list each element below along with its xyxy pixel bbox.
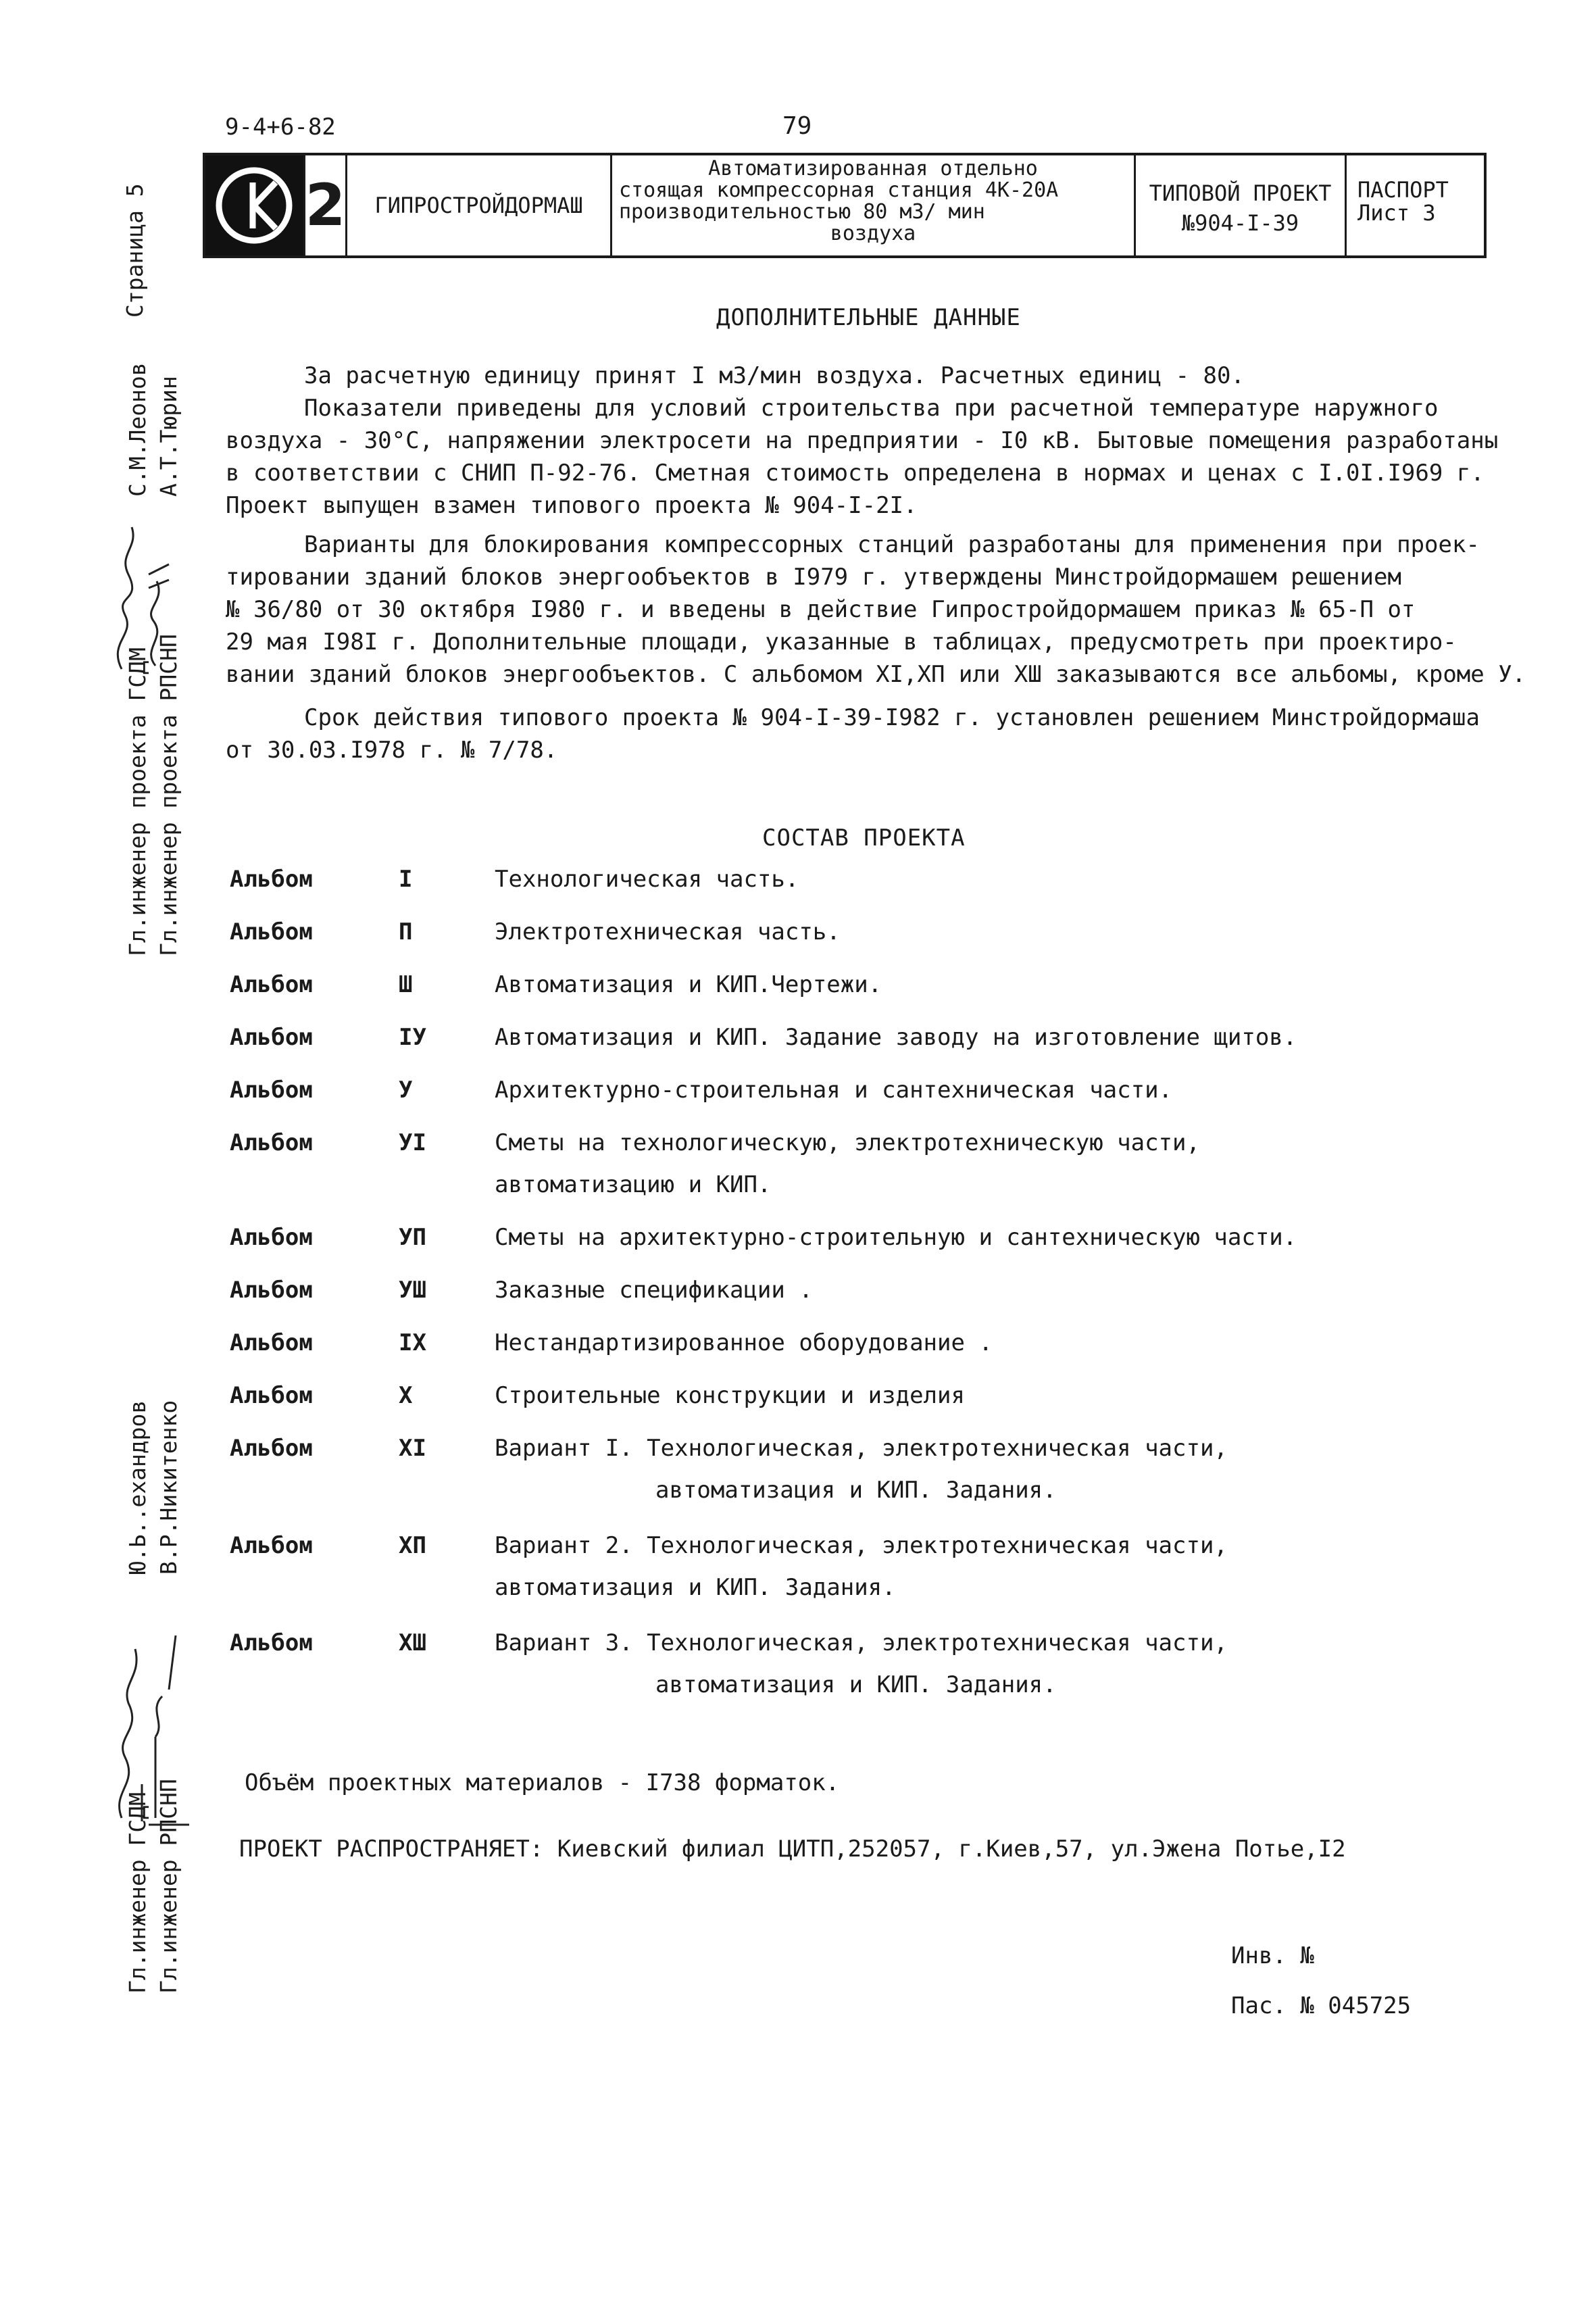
album-title-cont: автоматизация и КИП. Задания. [655,1671,1057,1698]
album-label: Альбом [230,1277,313,1304]
margin-name-2b: В.Р.Никитенко [155,1400,182,1575]
composition-heading: СОСТАВ ПРОЕКТА [762,824,966,852]
album-label: Альбом [230,971,313,998]
project-id [1136,155,1347,255]
album-number: I [399,866,413,893]
album-title-cont: автоматизация и КИП. Задания. [655,1477,1057,1504]
text-line: тировании зданий блоков энергообъектов в I979 г. утверждены Минстройдормашем решением [226,564,1401,591]
project-label: ТИПОВОЙ ПРОЕКТ [1149,180,1332,206]
album-number: XI [399,1435,426,1462]
project-number: №904-I-39 [1181,210,1299,236]
album-title: Вариант 2. Технологическая, электротехническая части, [495,1532,1228,1559]
text-line: № 36/80 от 30 октября I980 г. и введены в действие Гипростройдормашем приказ № 65-П от [226,596,1416,623]
album-label: Альбом [230,1532,313,1559]
album-title: Автоматизация и КИП. Задание заводу на изготовление щитов. [495,1024,1297,1051]
text-line: от 30.03.I978 г. № 7/78. [226,737,558,764]
album-title-cont: автоматизацию и КИП. [495,1171,772,1198]
margin-engineer-gsdm-2: Гл.инженер ГСДМ [124,1792,151,1994]
project-description [612,155,1136,255]
album-number: УШ [399,1277,426,1304]
text-line: воздуха - 30°С, напряжении электросети на предприятии - I0 кВ. Бытовые помещения разработаны [226,427,1499,454]
album-number: УI [399,1129,426,1156]
logo-text: СК [205,145,219,158]
album-label: Альбом [230,1629,313,1656]
album-label: Альбом [230,1435,313,1462]
extra-data-heading: ДОПОЛНИТЕЛЬНЫЕ ДАННЫЕ [716,304,1021,331]
margin-engineer-rpsnp-2: Гл.инженер РПСНП [155,1779,182,1994]
signature-bottom-icon [101,1622,196,1825]
album-title: Вариант 3. Технологическая, электротехническая части, [495,1629,1228,1656]
text-line: Срок действия типового проекта № 904-I-39-I982 г. установлен решением Минстройдормаша [304,704,1480,731]
album-number: ХШ [399,1629,426,1656]
paragraph-3 [226,701,1480,766]
passport-label: ПАСПОРТ [1357,177,1449,203]
distributor-note: ПРОЕКТ РАСПРОСТРАНЯЕТ: Киевский филиал ЦИТП,252057, г.Киев,57, ул.Эжена Потье,I2 [239,1836,1346,1863]
album-label: Альбом [230,1077,313,1104]
album-number: Ш [399,971,413,998]
album-title: Нестандартизированное оборудование . [495,1329,993,1356]
album-title: Электротехническая часть. [495,918,841,945]
sheet-label: Лист 3 [1357,200,1436,226]
margin-page-label: Страница 5 [122,183,148,318]
logo [205,145,305,255]
album-number: IУ [399,1024,426,1051]
description-line: производительностью 80 м3/ мин [619,200,985,224]
album-number: У [399,1077,413,1104]
document-code: 9-4+6-82 [225,114,336,141]
volume-note: Объём проектных материалов - I738 форматок. [245,1769,840,1796]
ck-logo-icon [205,145,303,255]
album-label: Альбом [230,1224,313,1251]
album-title: Вариант I. Технологическая, электротехническая части, [495,1435,1228,1462]
album-number: П [399,918,413,945]
description-line: воздуха [830,222,916,245]
album-number: ХП [399,1532,426,1559]
album-number: IX [399,1329,426,1356]
album-title: Строительные конструкции и изделия [495,1382,965,1409]
album-label: Альбом [230,1329,313,1356]
passport-cell [1347,155,1487,255]
inventory-number: Инв. № [1231,1942,1314,1969]
margin-engineer-gsdm: Гл.инженер проекта ГСДМ [124,647,151,956]
margin-name-leonov: С.М.Леонов [124,362,151,497]
description-line: стоящая компрессорная станция 4К-20А [619,178,1059,202]
passport-number: Пас. № 045725 [1231,1992,1412,2019]
description-line: Автоматизированная отдельно [708,157,1038,180]
paragraph-1 [226,360,1498,522]
organization: ГИПРОСТРОЙДОРМАШ [347,155,612,255]
album-title: Технологическая часть. [495,866,799,893]
text-line: Проект выпущен взамен типового проекта № 904-I-2I. [226,492,918,519]
album-label: Альбом [230,918,313,945]
album-title: Сметы на технологическую, электротехническую части, [495,1129,1200,1156]
margin-engineer-rpsnp: Гл.инженер проекта РПСНП [155,634,182,956]
album-title: Сметы на архитектурно-строительную и сантехническую части. [495,1224,1297,1251]
album-label: Альбом [230,1129,313,1156]
album-label: Альбом [230,866,313,893]
margin-name-turin: А.Т.Тюрин [155,376,182,497]
album-title: Автоматизация и КИП.Чертежи. [495,971,882,998]
album-number: X [399,1382,413,1409]
text-line: 29 мая I98I г. Дополнительные площади, указанные в таблицах, предусмотреть при проектиро- [226,629,1457,656]
text-line: в соответствии с СНИП П-92-76. Сметная стоимость определена в нормах и ценах с I.0I.I969 г. [226,460,1485,487]
page-number: 79 [782,112,812,140]
text-line: Показатели приведены для условий строительства при расчетной температуре наружного [304,395,1439,422]
sheet-mark: 2 [305,155,347,255]
album-title: Архитектурно-строительная и сантехническая части. [495,1077,1173,1104]
album-number: УП [399,1224,426,1251]
paragraph-2 [226,528,1526,691]
text-line: За расчетную единицу принят I м3/мин воздуха. Расчетных единиц - 80. [304,362,1245,389]
text-line: вании зданий блоков энергообъектов. С альбомом XI,ХП или ХШ заказываются все альбомы, кроме У. [226,661,1526,688]
album-title-cont: автоматизация и КИП. Задания. [495,1574,896,1601]
title-block [203,145,1487,258]
album-title: Заказные спецификации . [495,1277,813,1304]
signature-top-icon [101,500,176,676]
margin-name-2a: Ю.Ь..ехандров [124,1400,151,1575]
text-line: Варианты для блокирования компрессорных станций разработаны для применения при проек- [304,531,1480,558]
album-label: Альбом [230,1024,313,1051]
album-label: Альбом [230,1382,313,1409]
